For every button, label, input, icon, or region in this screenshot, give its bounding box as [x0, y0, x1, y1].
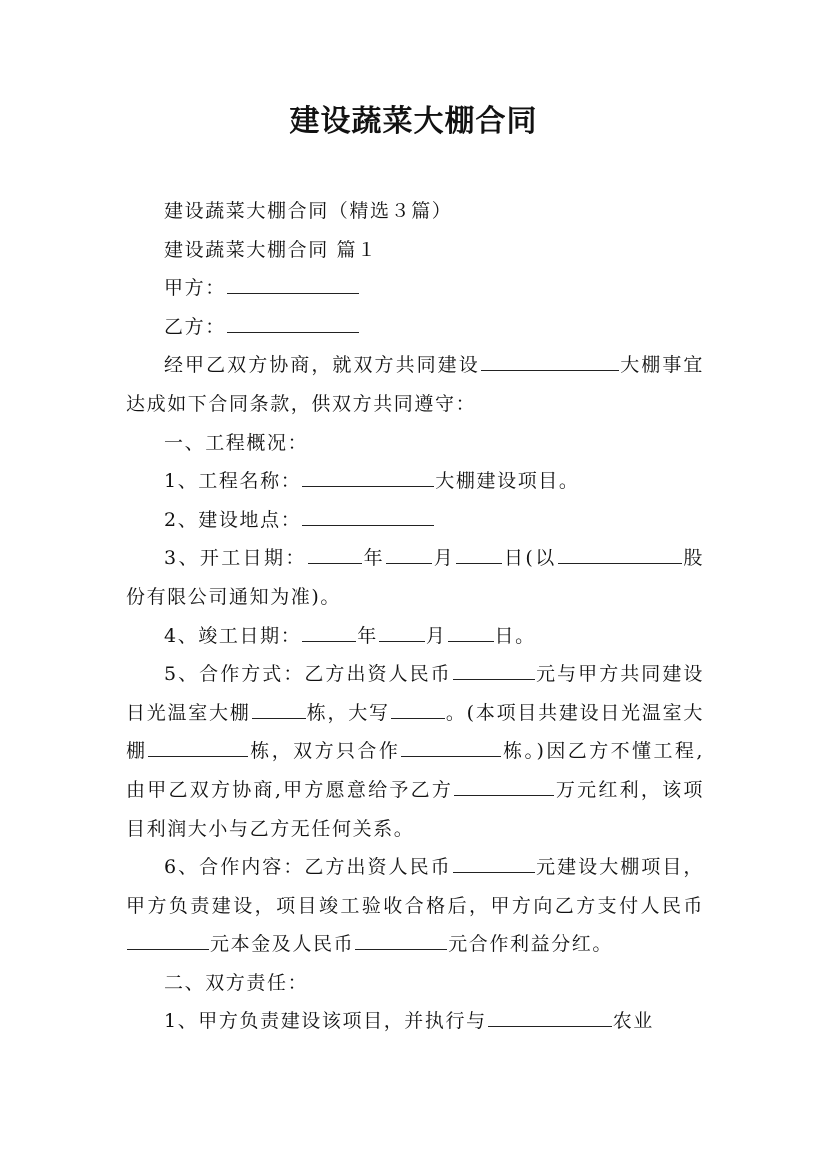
label-text: 甲方： [164, 277, 226, 300]
greenhouse-count-blank-line [252, 698, 306, 719]
paragraph-subtitle [126, 192, 704, 231]
paragraph-site [126, 501, 704, 540]
paragraph-intro [126, 346, 704, 423]
paragraph-project-name [126, 462, 704, 501]
document-body [126, 192, 704, 1041]
paragraph-text: 大棚事宜达成如下合同条款，供双方共同遵守： [126, 354, 704, 415]
label-text: 乙方： [164, 315, 226, 338]
paragraph-text: 4、竣工日期： [164, 624, 302, 647]
paragraph-text: 5、合作方式：乙方出资人民币 [164, 663, 452, 686]
paragraph-text: 日(以 [503, 547, 557, 570]
paragraph-party-a [126, 269, 704, 308]
paragraph-text: 元合作利益分红。 [448, 933, 614, 956]
party-b-blank-line [227, 312, 359, 333]
cooperation-count-blank-line [401, 736, 501, 757]
total-greenhouse-blank-line [148, 736, 248, 757]
paragraph-heading-1 [126, 424, 704, 463]
paragraph-text: 元与甲方共同建设日光温室大棚 [126, 663, 704, 724]
site-blank-line [302, 505, 434, 526]
paragraph-text: 建设蔬菜大棚合同 篇１ [164, 238, 378, 261]
principal-blank-line [127, 929, 209, 950]
dividend-blank-line [355, 929, 447, 950]
paragraph-text: 一、工程概况： [164, 431, 309, 454]
document-title: 建设蔬菜大棚合同 [289, 104, 538, 139]
month-blank-line [379, 621, 425, 642]
paragraph-text: 栋。)因乙方不懂工程,由甲乙双方协商,甲方愿意给予乙方 [126, 740, 704, 801]
paragraph-text: 年 [362, 547, 386, 570]
year-blank-line [308, 543, 362, 564]
paragraph-party-b [126, 308, 704, 347]
paragraph-text: 1、甲方负责建设该项目，并执行与 [164, 1010, 487, 1033]
paragraph-text: 二、双方责任： [164, 971, 309, 994]
paragraph-text: 栋，大写 [306, 701, 390, 724]
paragraph-party-a-duty [126, 1002, 704, 1041]
paragraph-text: 万元红利，该项目利润大小与乙方无任何关系。 [126, 778, 705, 840]
paragraph-cooperation-method [126, 655, 704, 848]
agreement-blank-line [488, 1007, 612, 1028]
project-blank-line [481, 350, 619, 371]
project-name-blank-line [302, 466, 434, 487]
bonus-blank-line [454, 775, 554, 796]
paragraph-text: 2、建设地点： [164, 508, 302, 531]
paragraph-text: 农业 [612, 1010, 654, 1033]
paragraph-text: 大棚建设项目。 [435, 470, 580, 493]
party-a-blank-line [227, 273, 359, 294]
paragraph-text: 1、工程名称： [164, 470, 302, 493]
investment-blank-line [453, 852, 535, 873]
company-blank-line [558, 543, 682, 564]
paragraph-text: 年 [357, 624, 378, 647]
paragraph-heading-2 [126, 964, 704, 1003]
amount-words-blank-line [391, 698, 445, 719]
paragraph-text: 日。 [494, 624, 536, 647]
paragraph-section-heading [126, 231, 704, 270]
paragraph-text: 栋，双方只合作 [249, 740, 401, 763]
paragraph-text: 月 [425, 624, 447, 647]
day-blank-line [448, 621, 494, 642]
paragraph-text: 元本金及人民币 [210, 933, 355, 956]
investment-blank-line [453, 659, 535, 680]
paragraph-text: 建设蔬菜大棚合同（精选３篇） [164, 200, 453, 222]
day-blank-line [456, 543, 502, 564]
month-blank-line [386, 543, 432, 564]
paragraph-start-date [126, 539, 704, 616]
year-blank-line [302, 621, 356, 642]
paragraph-text: 股份有限公司通知为准)。 [126, 547, 704, 608]
paragraph-text: 3、开工日期： [164, 547, 307, 570]
paragraph-text: 元建设大棚项目，甲方负责建设，项目竣工验收合格后，甲方向乙方支付人民币 [126, 856, 704, 917]
paragraph-end-date [126, 617, 704, 656]
paragraph-cooperation-content [126, 848, 704, 964]
paragraph-text: 经甲乙双方协商，就双方共同建设 [164, 354, 480, 377]
paragraph-text: 月 [433, 547, 456, 570]
paragraph-text: 。(本项目共建设日光温室大棚 [126, 701, 704, 763]
paragraph-text: 6、合作内容：乙方出资人民币 [164, 856, 452, 879]
